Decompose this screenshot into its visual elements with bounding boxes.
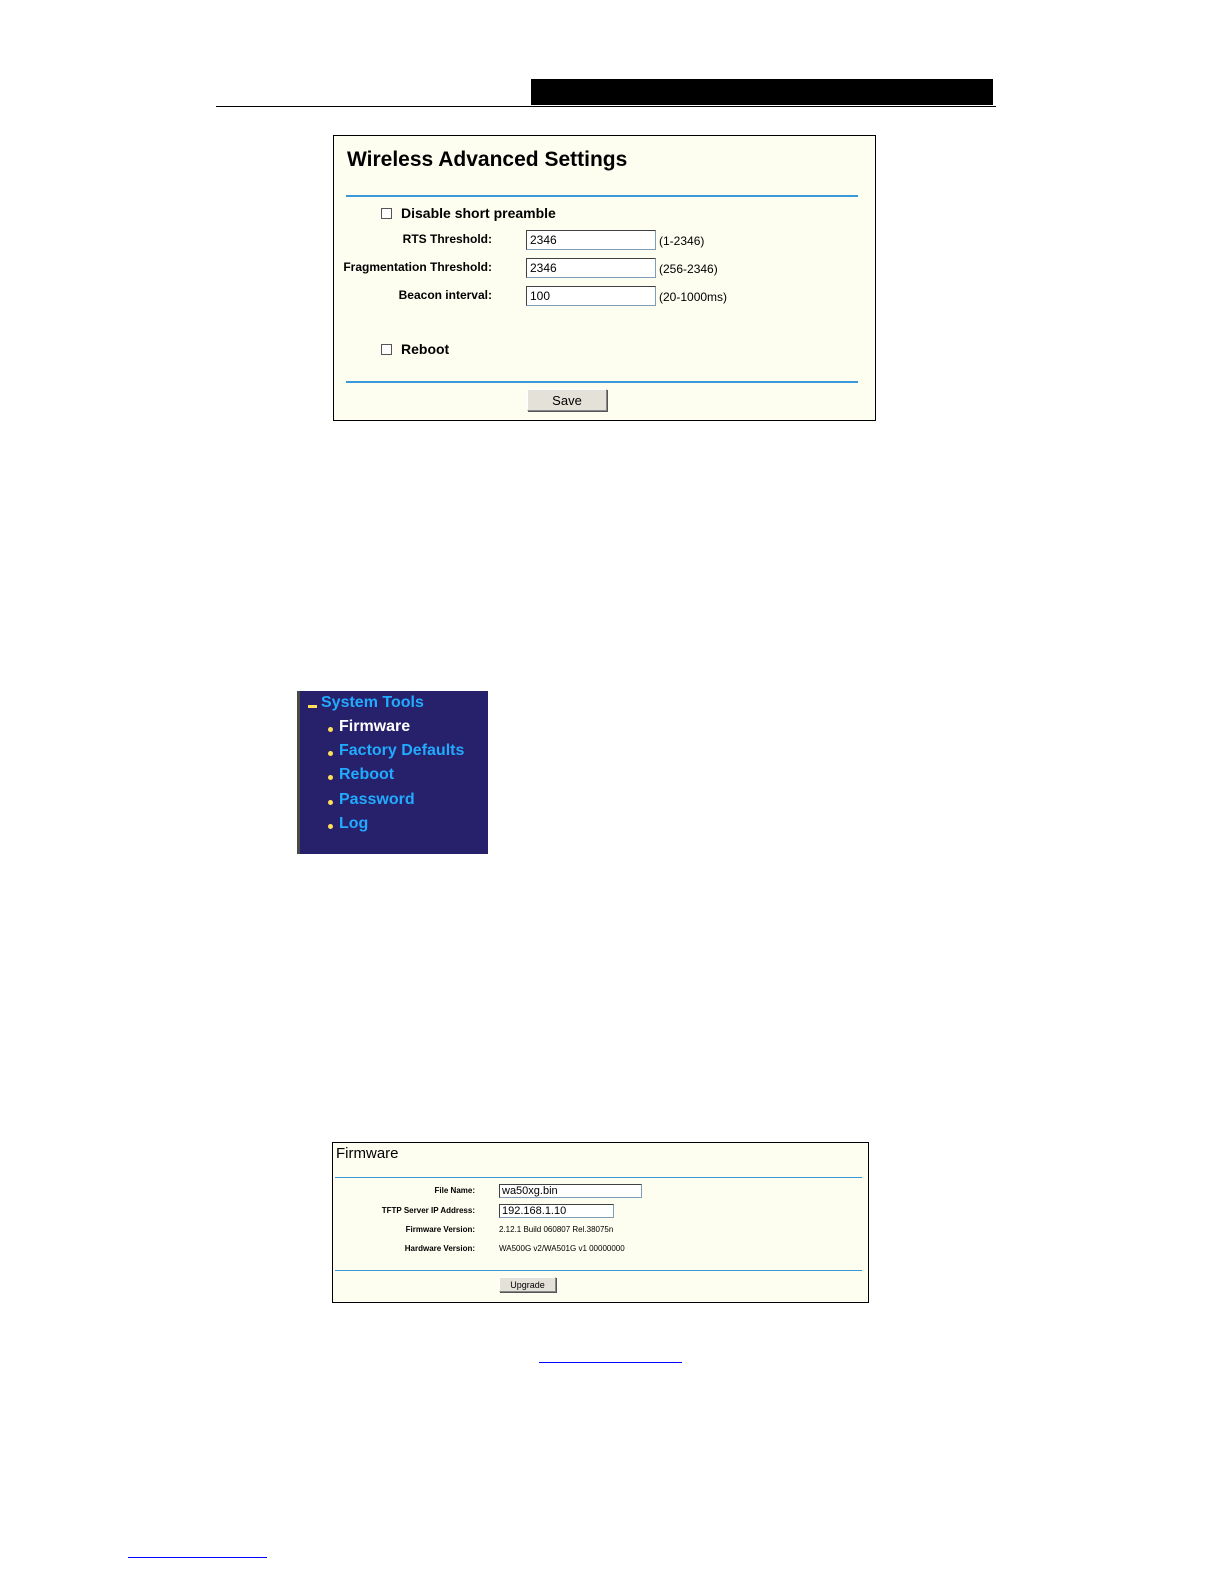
fragmentation-threshold-hint: (256-2346) [659, 262, 718, 276]
menu-item-label: Log [339, 815, 369, 832]
hardware-version-value: WA500G v2/WA501G v1 00000000 [499, 1244, 625, 1253]
footer-link-underline[interactable] [128, 1557, 267, 1558]
firmware-panel [332, 1142, 869, 1303]
rts-threshold-hint: (1-2346) [659, 234, 705, 248]
beacon-interval-label: Beacon interval: [398, 288, 492, 302]
firmware-version-value: 2.12.1 Build 060807 Rel.38075n [499, 1225, 614, 1234]
bullet-icon [328, 775, 333, 780]
hyperlink-underline[interactable] [539, 1362, 682, 1363]
reboot-label: Reboot [401, 341, 450, 357]
hardware-version-label: Hardware Version: [404, 1244, 475, 1253]
reboot-checkbox[interactable] [381, 344, 392, 355]
file-name-label: File Name: [434, 1186, 475, 1195]
menu-title-system-tools[interactable]: System Tools [321, 694, 424, 711]
beacon-interval-hint: (20-1000ms) [659, 290, 728, 304]
fragmentation-threshold-input[interactable] [526, 258, 656, 278]
bullet-icon [328, 800, 333, 805]
system-tools-menu [297, 691, 488, 854]
panel-title: Wireless Advanced Settings [347, 148, 628, 171]
collapse-minus-icon[interactable] [308, 705, 317, 708]
disable-short-preamble-label: Disable short preamble [401, 205, 556, 221]
disable-short-preamble-checkbox[interactable] [381, 208, 392, 219]
firmware-version-label: Firmware Version: [405, 1225, 475, 1234]
file-name-input[interactable] [499, 1184, 642, 1198]
divider [335, 1177, 862, 1178]
panel-title: Firmware [336, 1145, 399, 1162]
tftp-server-ip-label: TFTP Server IP Address: [381, 1206, 475, 1215]
header-rule [216, 106, 996, 107]
divider [346, 381, 858, 383]
tftp-server-ip-input[interactable] [499, 1204, 614, 1218]
header-bar [531, 79, 993, 105]
rts-threshold-label: RTS Threshold: [402, 232, 492, 246]
rts-threshold-input[interactable] [526, 230, 656, 250]
upgrade-button[interactable]: Upgrade [499, 1277, 556, 1292]
divider [346, 195, 858, 197]
bullet-icon [328, 824, 333, 829]
beacon-interval-input[interactable] [526, 286, 656, 306]
divider [335, 1270, 862, 1271]
wireless-advanced-settings-panel [333, 135, 876, 421]
bullet-icon [328, 727, 333, 732]
menu-item-label: Factory Defaults [339, 742, 465, 759]
menu-item-label: Password [339, 791, 415, 808]
menu-item-label: Reboot [339, 766, 395, 783]
fragmentation-threshold-label: Fragmentation Threshold: [343, 260, 492, 274]
menu-item-label: Firmware [339, 718, 411, 735]
bullet-icon [328, 751, 333, 756]
save-button[interactable]: Save [527, 389, 607, 411]
